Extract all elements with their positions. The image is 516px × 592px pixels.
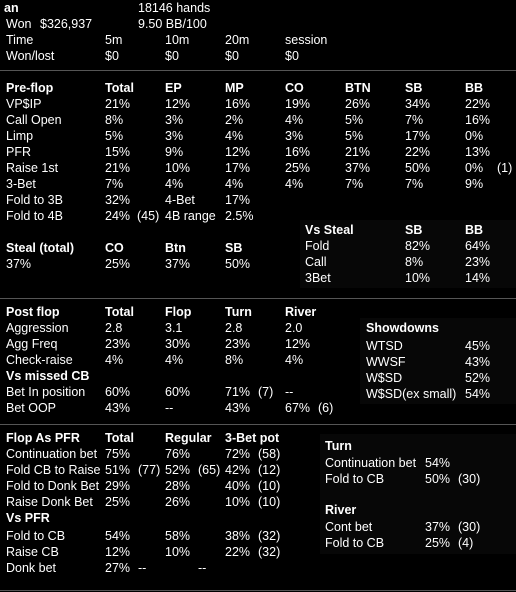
bet-oop-turn: 43% [225, 401, 251, 415]
fold-to-4bet-note: (45) [137, 209, 160, 223]
wonlost-session: $0 [285, 49, 299, 63]
postflop-cell: 4% [105, 353, 124, 367]
preflop-heading: Pre-flop [6, 81, 54, 95]
river-value: 37% [425, 520, 451, 534]
steal-heading: Steal (total) [6, 241, 75, 255]
showdown-row-label: W$SD [366, 371, 403, 385]
preflop-cell: 25% [285, 161, 311, 175]
postflop-cell: 12% [285, 337, 311, 351]
flop-pfr-row-label: Raise Donk Bet [6, 495, 93, 509]
steal-col-btn: Btn [165, 241, 186, 255]
vs-pfr-note: -- [138, 561, 147, 575]
preflop-cell: 21% [345, 145, 371, 159]
bet-in-position-turn-note: (7) [258, 385, 274, 399]
preflop-cell: 4% [225, 177, 244, 191]
vs-pfr-note: (32) [258, 529, 281, 543]
preflop-cell: 34% [405, 97, 431, 111]
preflop-cell: 0% [465, 129, 484, 143]
postflop-cell: 2.0 [285, 321, 303, 335]
steal-sb-value: 50% [225, 257, 251, 271]
header-divider [0, 70, 516, 71]
vs-pfr-cell: 54% [105, 529, 131, 543]
preflop-cell: 3% [165, 113, 184, 127]
fold-to-4bet-label: Fold to 4B [6, 209, 63, 223]
preflop-cell: 16% [225, 97, 251, 111]
postflop-row-label: Agg Freq [6, 337, 58, 351]
preflop-section [0, 78, 516, 228]
hands-count: 18146 hands [138, 1, 211, 15]
vs-steal-cell: 8% [405, 255, 424, 269]
preflop-cell: 0% [465, 161, 484, 175]
preflop-cell: 3% [165, 129, 184, 143]
vs-steal-cell: 23% [465, 255, 491, 269]
bet-oop-river: 67% [285, 401, 311, 415]
won-value: $326,937 [40, 17, 93, 31]
river-note: (4) [458, 536, 474, 550]
fold-to-3bet-value: 32% [105, 193, 131, 207]
raise-first-sample-note: (1) [497, 161, 513, 175]
preflop-cell: 16% [285, 145, 311, 159]
bottom-edge [0, 590, 516, 591]
vs-pfr-note: (32) [258, 545, 281, 559]
preflop-cell: 9% [465, 177, 484, 191]
flop-pfr-row-label: Fold to Donk Bet [6, 479, 100, 493]
vs-steal-heading: Vs Steal [305, 223, 354, 237]
preflop-col-btn: BTN [345, 81, 371, 95]
preflop-cell: 22% [405, 145, 431, 159]
vs-missed-cb-heading: Vs missed CB [6, 369, 90, 383]
steal-total-value: 37% [6, 257, 32, 271]
flop-pfr-cell: 52% [165, 463, 191, 477]
vs-steal-cell: 10% [405, 271, 431, 285]
preflop-cell: 7% [345, 177, 364, 191]
flop-pfr-heading: Flop As PFR [6, 431, 80, 445]
preflop-cell: 3% [285, 129, 304, 143]
postflop-divider [0, 298, 516, 299]
preflop-cell: 21% [105, 161, 131, 175]
vs-steal-row-label: 3Bet [305, 271, 331, 285]
vs-steal-cell: 82% [405, 239, 431, 253]
postflop-col-flop: Flop [165, 305, 192, 319]
postflop-cell: 2.8 [225, 321, 243, 335]
flop-pfr-col-regular: Regular [165, 431, 212, 445]
preflop-cell: 5% [345, 129, 364, 143]
preflop-cell: 5% [345, 113, 364, 127]
flop-pfr-cell: 25% [105, 495, 131, 509]
preflop-col-total: Total [105, 81, 134, 95]
vs-pfr-row-label: Donk bet [6, 561, 57, 575]
four-bet-label: 4-Bet [165, 193, 195, 207]
four-bet-range-label: 4B range [165, 209, 216, 223]
flop-pfr-cell: 42% [225, 463, 251, 477]
postflop-cell: 4% [165, 353, 184, 367]
bet-oop-total: 43% [105, 401, 131, 415]
turn-river-panel [320, 434, 516, 554]
flop-pfr-note: (10) [258, 495, 281, 509]
preflop-cell: 5% [105, 129, 124, 143]
preflop-cell: 15% [105, 145, 131, 159]
preflop-row-label: PFR [6, 145, 31, 159]
flop-pfr-note: (10) [258, 479, 281, 493]
preflop-cell: 2% [225, 113, 244, 127]
preflop-col-ep: EP [165, 81, 182, 95]
four-bet-range-value: 2.5% [225, 209, 254, 223]
flop-pfr-cell: 40% [225, 479, 251, 493]
flop-pfr-note: (12) [258, 463, 281, 477]
vs-pfr-heading: Vs PFR [6, 511, 50, 525]
flop-pfr-cell: 10% [225, 495, 251, 509]
won-label: Won [6, 17, 32, 31]
showdown-value: 54% [465, 387, 491, 401]
vs-pfr-row-label: Fold to CB [6, 529, 66, 543]
preflop-cell: 21% [105, 97, 131, 111]
bet-in-position-river: -- [285, 385, 294, 399]
showdown-row-label: WWSF [366, 355, 406, 369]
river-row-label: Cont bet [325, 520, 373, 534]
flop-as-pfr-section [0, 428, 320, 578]
flop-pfr-col-total: Total [105, 431, 134, 445]
bet-in-position-label: Bet In position [6, 385, 86, 399]
preflop-col-bb: BB [465, 81, 484, 95]
preflop-cell: 17% [405, 129, 431, 143]
flop-pfr-cell: 28% [165, 479, 191, 493]
vs-steal-row-label: Fold [305, 239, 330, 253]
vs-pfr-cell: 58% [165, 529, 191, 543]
flop-pfr-row-label: Fold CB to Raise [6, 463, 101, 477]
steal-section [0, 238, 300, 274]
bet-oop-river-note: (6) [318, 401, 334, 415]
flop-pfr-col-3bet-pot: 3-Bet pot [225, 431, 280, 445]
vs-pfr-row-label: Raise CB [6, 545, 59, 559]
preflop-cell: 22% [465, 97, 491, 111]
vs-steal-cell: 64% [465, 239, 491, 253]
preflop-cell: 7% [405, 177, 424, 191]
showdown-row-label: WTSD [366, 339, 403, 353]
time-label: Time [6, 33, 34, 47]
vs-steal-row-label: Call [305, 255, 327, 269]
postflop-cell: 2.8 [105, 321, 123, 335]
vs-pfr-cell: 38% [225, 529, 251, 543]
postflop-col-total: Total [105, 305, 134, 319]
preflop-cell: 37% [345, 161, 371, 175]
bet-oop-label: Bet OOP [6, 401, 57, 415]
fold-to-4bet-value: 24% [105, 209, 131, 223]
steal-co-value: 25% [105, 257, 131, 271]
preflop-row-label: Call Open [6, 113, 62, 127]
preflop-row-label: Limp [6, 129, 34, 143]
river-row-label: Fold to CB [325, 536, 385, 550]
showdown-value: 43% [465, 355, 491, 369]
preflop-cell: 4% [285, 113, 304, 127]
steal-col-sb: SB [225, 241, 243, 255]
preflop-cell: 16% [465, 113, 491, 127]
flop-pfr-cell: 26% [165, 495, 191, 509]
showdown-value: 52% [465, 371, 491, 385]
preflop-cell: 17% [225, 161, 251, 175]
postflop-row-label: Aggression [6, 321, 69, 335]
vs-steal-panel [300, 220, 516, 288]
player-name: an [4, 1, 19, 15]
vs-steal-col-sb: SB [405, 223, 423, 237]
fold-to-3bet-label: Fold to 3B [6, 193, 63, 207]
bb-rate: 9.50 BB/100 [138, 17, 207, 31]
river-heading: River [325, 503, 357, 517]
preflop-col-mp: MP [225, 81, 244, 95]
stats-header [0, 0, 516, 70]
preflop-cell: 7% [405, 113, 424, 127]
vs-steal-col-bb: BB [465, 223, 484, 237]
showdown-value: 45% [465, 339, 491, 353]
flop-pfr-cell: 72% [225, 447, 251, 461]
vs-pfr-cell: 12% [105, 545, 131, 559]
postflop-cell: 23% [105, 337, 131, 351]
preflop-cell: 19% [285, 97, 311, 111]
vs-pfr-cell: 22% [225, 545, 251, 559]
wonlost-label: Won/lost [6, 49, 55, 63]
bet-in-position-turn: 71% [225, 385, 251, 399]
postflop-cell: 23% [225, 337, 251, 351]
postflop-cell: 8% [225, 353, 244, 367]
preflop-cell: 4% [285, 177, 304, 191]
wonlost-20m: $0 [225, 49, 239, 63]
postflop-cell: 4% [285, 353, 304, 367]
wonlost-5m: $0 [105, 49, 119, 63]
wonlost-10m: $0 [165, 49, 179, 63]
steal-btn-value: 37% [165, 257, 191, 271]
vs-pfr-cell: 27% [105, 561, 131, 575]
river-value: 25% [425, 536, 451, 550]
turn-value: 54% [425, 456, 451, 470]
vs-steal-cell: 14% [465, 271, 491, 285]
river-note: (30) [458, 520, 481, 534]
flop-pfr-row-label: Continuation bet [6, 447, 98, 461]
postflop-heading: Post flop [6, 305, 60, 319]
preflop-cell: 4% [225, 129, 244, 143]
turn-row-label: Fold to CB [325, 472, 385, 486]
time-col-10m: 10m [165, 33, 190, 47]
flop-pfr-cell: 76% [165, 447, 191, 461]
preflop-cell: 12% [165, 97, 191, 111]
showdown-row-label: W$SD(ex small) [366, 387, 457, 401]
turn-heading: Turn [325, 439, 352, 453]
preflop-cell: 50% [405, 161, 431, 175]
preflop-col-sb: SB [405, 81, 423, 95]
postflop-col-river: River [285, 305, 317, 319]
bet-oop-flop: -- [165, 401, 174, 415]
flop-pfr-cell: 51% [105, 463, 131, 477]
preflop-cell: 26% [345, 97, 371, 111]
flop-pfr-note: (65) [198, 463, 221, 477]
turn-row-label: Continuation bet [325, 456, 417, 470]
preflop-row-label: Raise 1st [6, 161, 59, 175]
showdowns-heading: Showdowns [366, 321, 439, 335]
preflop-row-label: 3-Bet [6, 177, 36, 191]
turn-value: 50% [425, 472, 451, 486]
postflop-row-label: Check-raise [6, 353, 73, 367]
steal-col-co: CO [105, 241, 124, 255]
time-col-session: session [285, 33, 328, 47]
preflop-row-label: VP$IP [6, 97, 42, 111]
time-col-20m: 20m [225, 33, 250, 47]
preflop-cell: 13% [465, 145, 491, 159]
bet-in-position-total: 60% [105, 385, 131, 399]
four-bet-value: 17% [225, 193, 251, 207]
flop-pfr-note: (77) [138, 463, 161, 477]
preflop-cell: 4% [165, 177, 184, 191]
showdowns-panel [360, 318, 516, 404]
preflop-cell: 7% [105, 177, 124, 191]
preflop-cell: 9% [165, 145, 184, 159]
time-col-5m: 5m [105, 33, 123, 47]
flop-pfr-divider [0, 424, 516, 425]
turn-note: (30) [458, 472, 481, 486]
vs-pfr-cell: -- [198, 561, 207, 575]
flop-pfr-note: (58) [258, 447, 281, 461]
preflop-cell: 12% [225, 145, 251, 159]
postflop-cell: 30% [165, 337, 191, 351]
bet-in-position-flop: 60% [165, 385, 191, 399]
vs-pfr-cell: 10% [165, 545, 191, 559]
preflop-cell: 10% [165, 161, 191, 175]
preflop-cell: 8% [105, 113, 124, 127]
preflop-col-co: CO [285, 81, 304, 95]
postflop-section [0, 302, 360, 418]
postflop-cell: 3.1 [165, 321, 183, 335]
postflop-col-turn: Turn [225, 305, 252, 319]
flop-pfr-cell: 75% [105, 447, 131, 461]
flop-pfr-cell: 29% [105, 479, 131, 493]
